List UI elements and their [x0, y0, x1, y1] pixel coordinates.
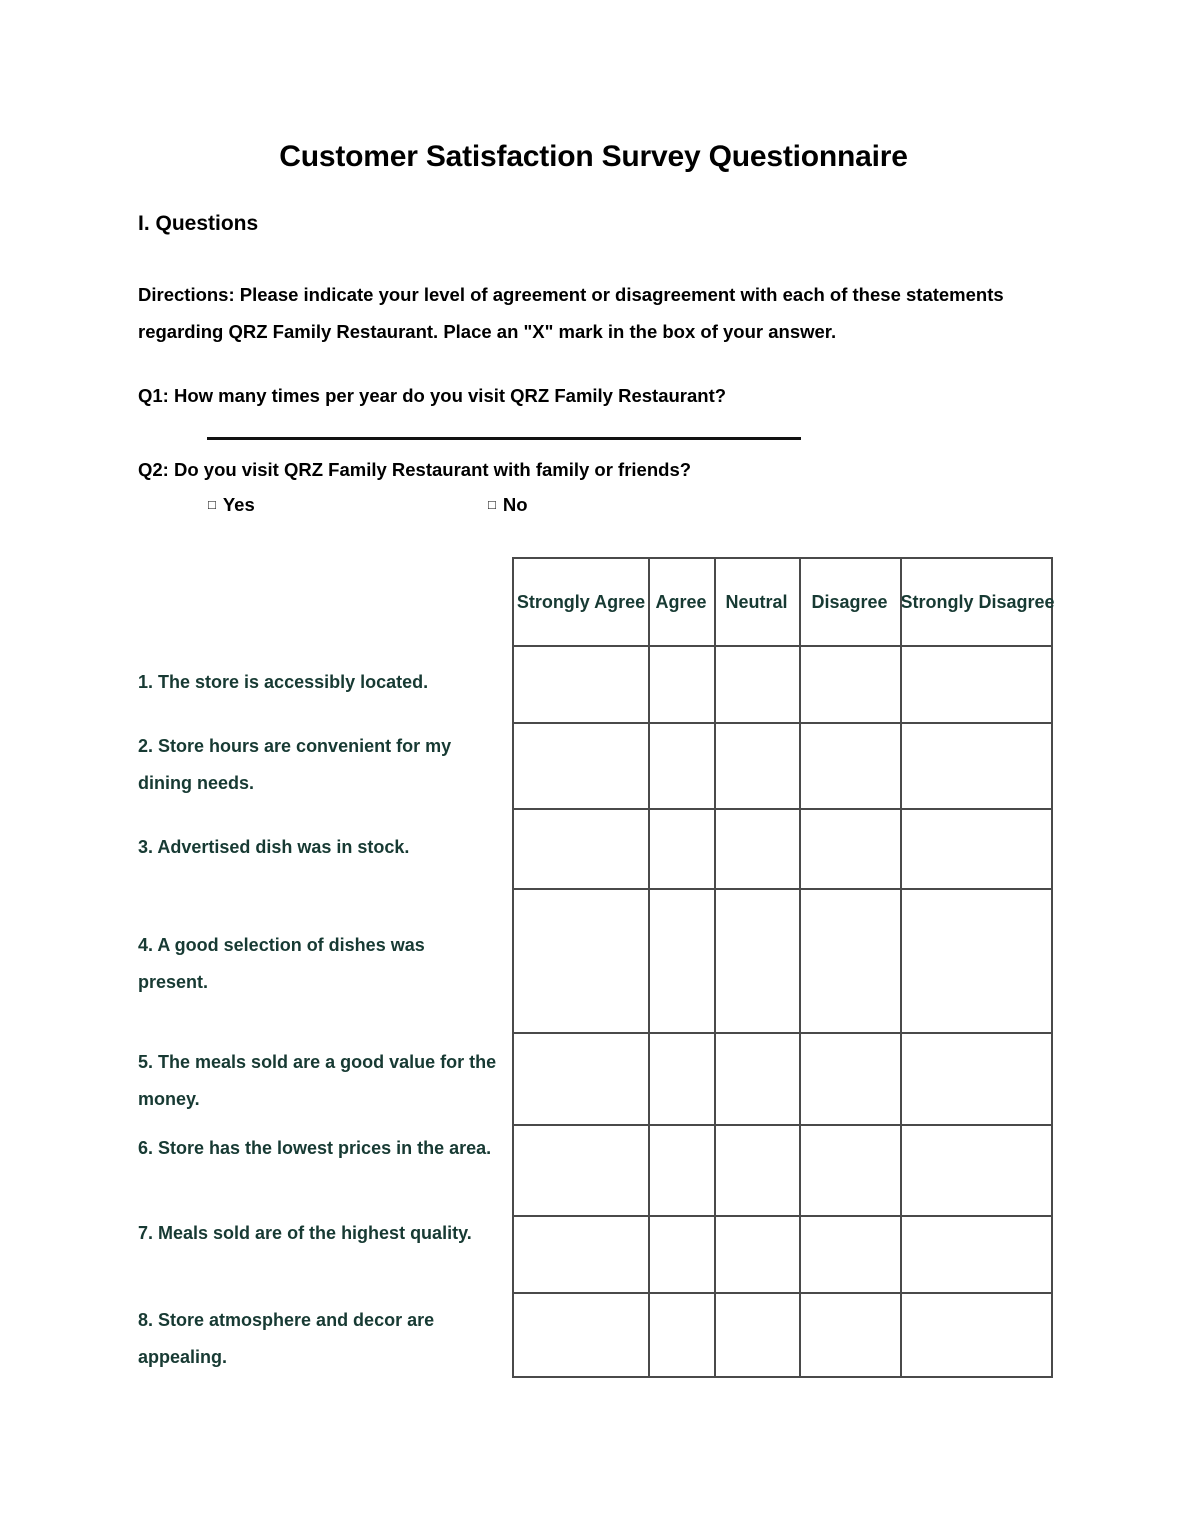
- likert-header-strongly-agree: Strongly Agree: [516, 592, 646, 612]
- likert-cell[interactable]: [648, 1124, 714, 1215]
- likert-cell[interactable]: [514, 1292, 648, 1378]
- likert-cell[interactable]: [648, 808, 714, 888]
- likert-cell[interactable]: [799, 1292, 900, 1378]
- likert-cell[interactable]: [514, 808, 648, 888]
- directions-text: Directions: Please indicate your level of agreement or disagreement with each of these statements regarding QRZ Family Restaurant. Place an "X" mark in the box of your answer.: [138, 284, 1004, 342]
- likert-cell[interactable]: [799, 722, 900, 808]
- likert-cell[interactable]: [514, 1032, 648, 1124]
- likert-cell[interactable]: [648, 1032, 714, 1124]
- likert-header-neutral: Neutral: [725, 592, 788, 612]
- likert-cell[interactable]: [714, 1215, 799, 1292]
- likert-header-agree: Agree: [655, 592, 707, 612]
- likert-cell[interactable]: [514, 1124, 648, 1215]
- likert-cell[interactable]: [514, 722, 648, 808]
- likert-cell[interactable]: [900, 808, 1055, 888]
- likert-cell[interactable]: [714, 645, 799, 722]
- likert-cell[interactable]: [514, 888, 648, 1032]
- statement-item: 8. Store atmosphere and decor are appealing.: [138, 1310, 435, 1367]
- checkbox-icon[interactable]: □: [208, 497, 216, 512]
- question-1-answer-line[interactable]: [207, 437, 801, 440]
- likert-cell[interactable]: [714, 722, 799, 808]
- option-no-label: No: [502, 494, 528, 515]
- option-yes-label: Yes: [222, 494, 255, 515]
- statement-item: 4. A good selection of dishes was present.: [138, 935, 425, 992]
- likert-cell[interactable]: [648, 722, 714, 808]
- likert-header-strongly-disagree: Strongly Disagree: [900, 592, 1055, 612]
- likert-cell[interactable]: [799, 808, 900, 888]
- checkbox-icon[interactable]: □: [488, 497, 496, 512]
- likert-cell[interactable]: [648, 1292, 714, 1378]
- likert-cell[interactable]: [900, 1032, 1055, 1124]
- likert-cell[interactable]: [514, 1215, 648, 1292]
- statement-item: 7. Meals sold are of the highest quality.: [138, 1223, 472, 1243]
- likert-cell[interactable]: [648, 888, 714, 1032]
- likert-cell[interactable]: [714, 1032, 799, 1124]
- statement-item: 3. Advertised dish was in stock.: [138, 837, 410, 857]
- likert-cell[interactable]: [900, 1124, 1055, 1215]
- statement-item: 2. Store hours are convenient for my dining needs.: [138, 736, 452, 793]
- option-yes[interactable]: [208, 494, 255, 516]
- likert-grid: [512, 557, 1053, 1378]
- page-title: Customer Satisfaction Survey Questionnaire: [279, 140, 908, 173]
- statement-item: 1. The store is accessibly located.: [138, 672, 429, 692]
- likert-cell[interactable]: [648, 1215, 714, 1292]
- likert-header-disagree: Disagree: [811, 592, 888, 612]
- likert-cell[interactable]: [900, 722, 1055, 808]
- likert-cell[interactable]: [648, 645, 714, 722]
- option-no[interactable]: [488, 494, 528, 516]
- likert-cell[interactable]: [799, 888, 900, 1032]
- likert-cell[interactable]: [799, 1124, 900, 1215]
- likert-cell[interactable]: [799, 645, 900, 722]
- statement-item: 5. The meals sold are a good value for the money.: [138, 1052, 497, 1109]
- likert-cell[interactable]: [799, 1215, 900, 1292]
- likert-cell[interactable]: [900, 1292, 1055, 1378]
- likert-cell[interactable]: [900, 645, 1055, 722]
- question-2-text: Q2: Do you visit QRZ Family Restaurant with family or friends?: [138, 459, 692, 480]
- question-1-text: Q1: How many times per year do you visit QRZ Family Restaurant?: [138, 385, 727, 406]
- likert-cell[interactable]: [900, 888, 1055, 1032]
- likert-cell[interactable]: [900, 1215, 1055, 1292]
- statement-item: 6. Store has the lowest prices in the area.: [138, 1138, 492, 1158]
- likert-cell[interactable]: [714, 888, 799, 1032]
- likert-cell[interactable]: [799, 1032, 900, 1124]
- likert-cell[interactable]: [714, 1292, 799, 1378]
- section-heading: I. Questions: [138, 212, 259, 235]
- likert-cell[interactable]: [714, 808, 799, 888]
- likert-cell[interactable]: [514, 645, 648, 722]
- likert-cell[interactable]: [714, 1124, 799, 1215]
